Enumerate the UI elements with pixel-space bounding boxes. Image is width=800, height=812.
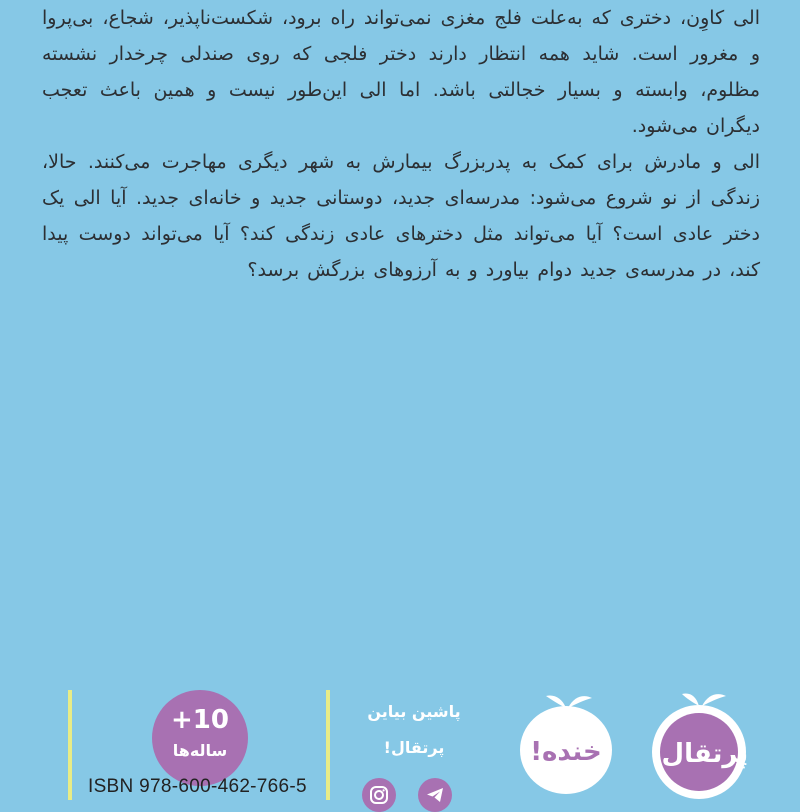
publisher-slogan — [344, 694, 484, 766]
khandeh-logo — [510, 688, 620, 800]
blurb-paragraph-1: الی کاوِن، دختری که به‌علت فلج مغزی نمی‌تواند راه برود، شکست‌ناپذیر، شجاع، بی‌پروا و مغرور است. شاید همه انتظار دارند دختر فلجی که روی صندلی چرخدار نشسته مظلوم، وابسته و بسیار خجالتی باشد. اما الی این‌طور نیست و همین باعث تعجب دیگران می‌شود. — [42, 7, 760, 137]
slogan-line-1: پاشین بیاین — [367, 702, 461, 721]
telegram-icon[interactable] — [418, 778, 452, 812]
slogan-line-2: پرتقال! — [383, 738, 445, 757]
porteghal-logo-text: پرتقال! — [649, 739, 749, 769]
blurb-paragraph-2: الی و مادرش برای کمک به پدربزرگ بیمارش به شهر دیگری مهاجرت می‌کنند. حالا، زندگی از نو شروع می‌شود: مدرسه‌ای جدید، دوستانی جدید و خانه‌ای جدید. آیا الی یک دختر عادی است؟ آیا می‌تواند مثل دخترهای عادی زندگی کند؟ آیا می‌تواند دوست پیدا کند، در مدرسه‌ی جدید دوام بیاورد و به آرزوهای بزرگش برسد؟ — [42, 151, 760, 281]
back-cover-blurb — [42, 0, 760, 288]
instagram-icon[interactable] — [362, 778, 396, 812]
isbn-number: ISBN 978-600-462-766-5 — [88, 776, 307, 797]
age-badge — [152, 690, 248, 786]
divider-line-middle — [326, 690, 330, 800]
porteghal-logo — [640, 688, 758, 800]
age-badge-label: ساله‌ها — [172, 741, 228, 760]
khandeh-logo-text: خنده! — [530, 737, 602, 767]
age-badge-number: +10 — [171, 705, 229, 735]
divider-line-left — [68, 690, 72, 800]
